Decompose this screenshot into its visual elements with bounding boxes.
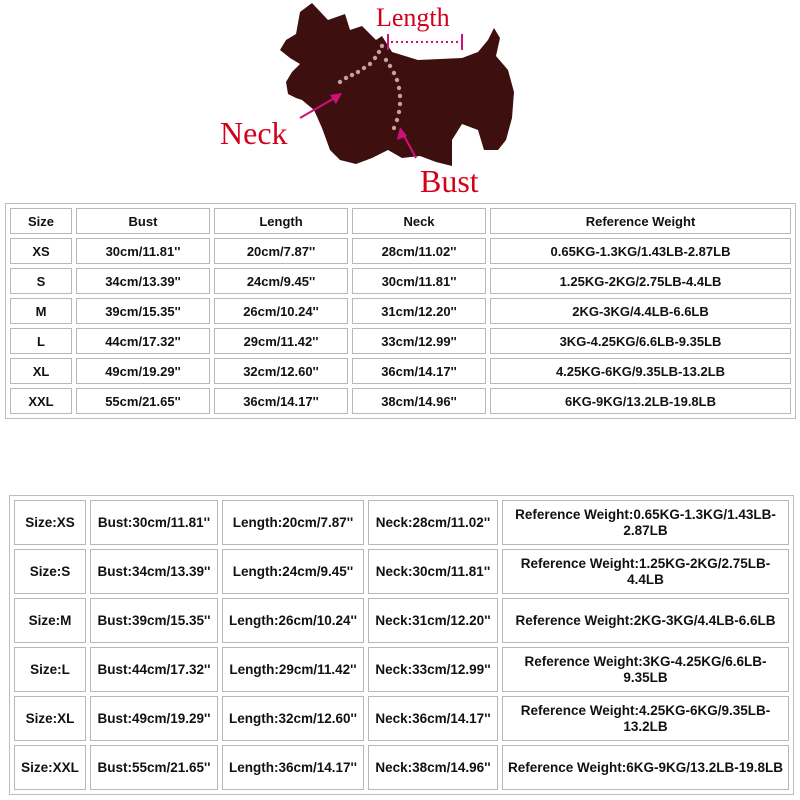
table-cell: XXL xyxy=(10,388,72,414)
table-cell: Bust:49cm/19.29'' xyxy=(90,696,218,741)
size-chart-table xyxy=(5,203,796,419)
table-cell: M xyxy=(10,298,72,324)
length-indicator xyxy=(388,34,462,50)
table-row xyxy=(10,298,791,324)
table-cell: 36cm/14.17'' xyxy=(214,388,348,414)
table-cell: 38cm/14.96'' xyxy=(352,388,486,414)
table-cell: Reference Weight:3KG-4.25KG/6.6LB-9.35LB xyxy=(502,647,789,692)
table-cell: Neck:33cm/12.99'' xyxy=(368,647,498,692)
table-cell: Length:32cm/12.60'' xyxy=(222,696,364,741)
table-cell: Reference Weight:1.25KG-2KG/2.75LB-4.4LB xyxy=(502,549,789,594)
table-cell: 29cm/11.42'' xyxy=(214,328,348,354)
table-cell: Bust:30cm/11.81'' xyxy=(90,500,218,545)
table-cell: 26cm/10.24'' xyxy=(214,298,348,324)
table-row xyxy=(14,647,789,692)
table-cell: Length:24cm/9.45'' xyxy=(222,549,364,594)
table-cell: 2KG-3KG/4.4LB-6.6LB xyxy=(490,298,791,324)
table-cell: Length:36cm/14.17'' xyxy=(222,745,364,790)
neck-label: Neck xyxy=(220,115,288,151)
table-cell: Bust:34cm/13.39'' xyxy=(90,549,218,594)
table-cell: 30cm/11.81'' xyxy=(76,238,210,264)
table-cell: 28cm/11.02'' xyxy=(352,238,486,264)
header-cell: Neck xyxy=(352,208,486,234)
table-row xyxy=(14,598,789,643)
table-row xyxy=(10,268,791,294)
header-cell: Length xyxy=(214,208,348,234)
table-cell: Size:XS xyxy=(14,500,86,545)
table-cell: Neck:28cm/11.02'' xyxy=(368,500,498,545)
table-cell: 20cm/7.87'' xyxy=(214,238,348,264)
table-cell: Size:XL xyxy=(14,696,86,741)
table-cell: Length:20cm/7.87'' xyxy=(222,500,364,545)
table-cell: 39cm/15.35'' xyxy=(76,298,210,324)
length-label: Length xyxy=(376,3,450,32)
table-cell: Bust:44cm/17.32'' xyxy=(90,647,218,692)
table-cell: 4.25KG-6KG/9.35LB-13.2LB xyxy=(490,358,791,384)
table-cell: 1.25KG-2KG/2.75LB-4.4LB xyxy=(490,268,791,294)
header-cell: Reference Weight xyxy=(490,208,791,234)
table-cell: 32cm/12.60'' xyxy=(214,358,348,384)
table-row xyxy=(10,388,791,414)
table-cell: Neck:36cm/14.17'' xyxy=(368,696,498,741)
table-cell: 44cm/17.32'' xyxy=(76,328,210,354)
table-cell: Size:L xyxy=(14,647,86,692)
table-cell: 3KG-4.25KG/6.6LB-9.35LB xyxy=(490,328,791,354)
table-cell: Bust:55cm/21.65'' xyxy=(90,745,218,790)
table-cell: 33cm/12.99'' xyxy=(352,328,486,354)
table-cell: Neck:38cm/14.96'' xyxy=(368,745,498,790)
table-cell: Reference Weight:2KG-3KG/4.4LB-6.6LB xyxy=(502,598,789,643)
table-row xyxy=(14,696,789,741)
table-cell: Length:26cm/10.24'' xyxy=(222,598,364,643)
header-cell: Size xyxy=(10,208,72,234)
table-cell: 49cm/19.29'' xyxy=(76,358,210,384)
table-cell: Reference Weight:6KG-9KG/13.2LB-19.8LB xyxy=(502,745,789,790)
table-cell: Size:XXL xyxy=(14,745,86,790)
table-cell: L xyxy=(10,328,72,354)
dog-measurement-diagram xyxy=(0,0,800,200)
table-row xyxy=(14,549,789,594)
table-cell: Reference Weight:4.25KG-6KG/9.35LB-13.2LB xyxy=(502,696,789,741)
table-cell: Size:S xyxy=(14,549,86,594)
table-cell: Length:29cm/11.42'' xyxy=(222,647,364,692)
size-detail-table xyxy=(9,495,794,795)
table-cell: 34cm/13.39'' xyxy=(76,268,210,294)
table-cell: 55cm/21.65'' xyxy=(76,388,210,414)
table-cell: Bust:39cm/15.35'' xyxy=(90,598,218,643)
table-cell: 6KG-9KG/13.2LB-19.8LB xyxy=(490,388,791,414)
table-cell: 24cm/9.45'' xyxy=(214,268,348,294)
table-cell: Neck:31cm/12.20'' xyxy=(368,598,498,643)
table-cell: 36cm/14.17'' xyxy=(352,358,486,384)
table-cell: 30cm/11.81'' xyxy=(352,268,486,294)
table-row xyxy=(10,238,791,264)
table-cell: S xyxy=(10,268,72,294)
table-cell: Neck:30cm/11.81'' xyxy=(368,549,498,594)
header-cell: Bust xyxy=(76,208,210,234)
table-row xyxy=(14,745,789,790)
table-cell: Size:M xyxy=(14,598,86,643)
table-cell: Reference Weight:0.65KG-1.3KG/1.43LB-2.87LB xyxy=(502,500,789,545)
table-row xyxy=(10,328,791,354)
table-cell: XL xyxy=(10,358,72,384)
table-row xyxy=(10,358,791,384)
table-row xyxy=(14,500,789,545)
table-cell: XS xyxy=(10,238,72,264)
table-cell: 31cm/12.20'' xyxy=(352,298,486,324)
table-header-row xyxy=(10,208,791,234)
table-cell: 0.65KG-1.3KG/1.43LB-2.87LB xyxy=(490,238,791,264)
bust-label: Bust xyxy=(420,163,479,199)
